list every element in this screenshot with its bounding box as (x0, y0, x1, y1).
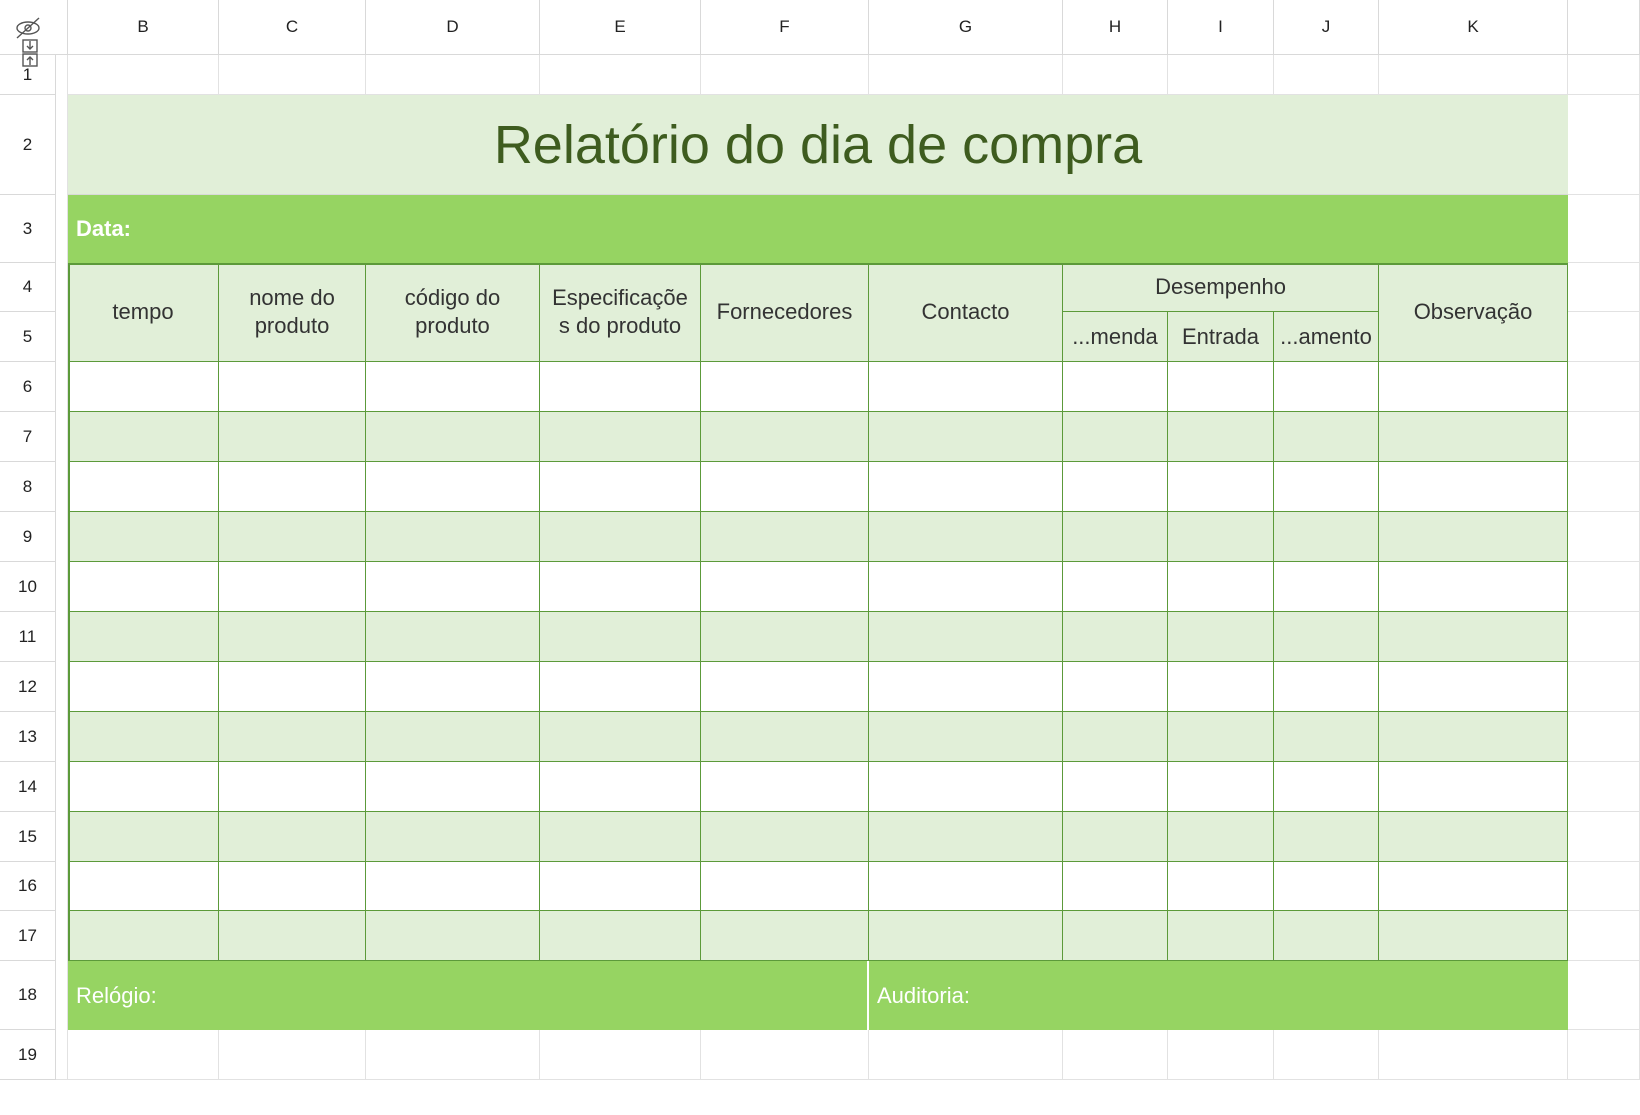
table-cell[interactable] (68, 612, 219, 662)
table-cell[interactable] (1379, 812, 1568, 862)
header-codigo-do-produto[interactable]: código do produto (366, 263, 540, 362)
cell-row19[interactable] (869, 1030, 1063, 1080)
column-header-extra[interactable] (1568, 0, 1640, 55)
table-cell[interactable] (1379, 612, 1568, 662)
cell-extra-column[interactable] (1568, 812, 1640, 862)
table-cell[interactable] (701, 562, 869, 612)
table-cell[interactable] (701, 612, 869, 662)
header-fornecedores[interactable]: Fornecedores (701, 263, 869, 362)
cell-row19[interactable] (701, 1030, 869, 1080)
table-cell[interactable] (1063, 911, 1168, 961)
cell-extra-column[interactable] (1568, 662, 1640, 712)
table-cell[interactable] (1063, 362, 1168, 412)
cell-row19[interactable] (540, 1030, 701, 1080)
table-top-border (68, 263, 1568, 265)
table-cell[interactable] (219, 662, 366, 712)
table-cell[interactable] (1168, 911, 1274, 961)
row-header-8[interactable]: 8 (0, 462, 56, 512)
table-cell[interactable] (869, 412, 1063, 462)
table-cell[interactable] (1168, 462, 1274, 512)
table-cell[interactable] (1274, 612, 1379, 662)
table-cell[interactable] (1063, 462, 1168, 512)
hide-rows-columns-icon[interactable] (14, 14, 48, 68)
table-cell[interactable] (1274, 662, 1379, 712)
cell-row19[interactable] (68, 1030, 219, 1080)
cell-extra-column[interactable] (1568, 961, 1640, 1030)
table-cell[interactable] (1274, 412, 1379, 462)
header-tempo[interactable]: tempo (68, 263, 219, 362)
table-cell[interactable] (68, 911, 219, 961)
column-header-g[interactable]: G (869, 0, 1063, 55)
cell-row19[interactable] (1063, 1030, 1168, 1080)
table-cell[interactable] (869, 712, 1063, 762)
column-header-j[interactable]: J (1274, 0, 1379, 55)
cell-extra-column[interactable] (1568, 312, 1640, 362)
row-header-19[interactable]: 19 (0, 1030, 56, 1080)
table-cell[interactable] (701, 911, 869, 961)
cell-extra-column[interactable] (1568, 612, 1640, 662)
table-cell[interactable] (366, 662, 540, 712)
header-observacao[interactable]: Observação (1379, 263, 1568, 362)
cell-extra-column[interactable] (1568, 762, 1640, 812)
table-cell[interactable] (540, 612, 701, 662)
cell-row1[interactable] (366, 55, 540, 95)
table-cell[interactable] (366, 562, 540, 612)
table-cell[interactable] (68, 362, 219, 412)
row-header-7[interactable]: 7 (0, 412, 56, 462)
report-title[interactable]: Relatório do dia de compra (68, 95, 1568, 195)
table-cell[interactable] (540, 412, 701, 462)
cell-row1[interactable] (1274, 55, 1379, 95)
row-header-15[interactable]: 15 (0, 812, 56, 862)
table-cell[interactable] (1274, 362, 1379, 412)
table-cell[interactable] (366, 812, 540, 862)
table-cell[interactable] (1063, 712, 1168, 762)
cell-extra-column[interactable] (1568, 263, 1640, 312)
column-header-k[interactable]: K (1379, 0, 1568, 55)
table-cell[interactable] (366, 911, 540, 961)
table-cell[interactable] (1379, 862, 1568, 911)
table-cell[interactable] (869, 911, 1063, 961)
table-cell[interactable] (366, 362, 540, 412)
header-nome-do-produto[interactable]: nome do produto (219, 263, 366, 362)
table-cell[interactable] (701, 512, 869, 562)
table-cell[interactable] (1379, 712, 1568, 762)
table-cell[interactable] (1274, 562, 1379, 612)
column-header-e[interactable]: E (540, 0, 701, 55)
table-cell[interactable] (1379, 512, 1568, 562)
table-cell[interactable] (540, 762, 701, 812)
table-cell[interactable] (366, 862, 540, 911)
table-cell[interactable] (1063, 662, 1168, 712)
table-cell[interactable] (1063, 812, 1168, 862)
table-cell[interactable] (1274, 812, 1379, 862)
table-cell[interactable] (869, 562, 1063, 612)
table-cell[interactable] (366, 762, 540, 812)
table-cell[interactable] (540, 512, 701, 562)
column-header-d[interactable]: D (366, 0, 540, 55)
table-cell[interactable] (540, 812, 701, 862)
table-cell[interactable] (219, 812, 366, 862)
table-cell[interactable] (68, 812, 219, 862)
header-pagamento[interactable]: ...amento (1274, 312, 1379, 362)
table-cell[interactable] (1168, 612, 1274, 662)
header-encomenda[interactable]: ...menda (1063, 312, 1168, 362)
cell-row1-extra[interactable] (1568, 55, 1640, 95)
row-header-18[interactable]: 18 (0, 961, 56, 1030)
row-header-4[interactable]: 4 (0, 263, 56, 312)
table-cell[interactable] (1168, 362, 1274, 412)
table-cell[interactable] (68, 662, 219, 712)
row-header-2[interactable]: 2 (0, 95, 56, 195)
table-cell[interactable] (869, 762, 1063, 812)
column-header-c[interactable]: C (219, 0, 366, 55)
header-desempenho[interactable]: Desempenho (1063, 263, 1379, 312)
table-cell[interactable] (68, 412, 219, 462)
column-header-h[interactable]: H (1063, 0, 1168, 55)
column-header-b[interactable]: B (68, 0, 219, 55)
table-cell[interactable] (68, 562, 219, 612)
footer-auditoria[interactable]: Auditoria: (869, 961, 1568, 1030)
cell-row1[interactable] (869, 55, 1063, 95)
table-cell[interactable] (219, 762, 366, 812)
table-cell[interactable] (540, 562, 701, 612)
table-cell[interactable] (1063, 412, 1168, 462)
table-cell[interactable] (701, 712, 869, 762)
table-cell[interactable] (701, 762, 869, 812)
cell-extra-column[interactable] (1568, 195, 1640, 263)
table-cell[interactable] (869, 662, 1063, 712)
table-cell[interactable] (701, 362, 869, 412)
cell-extra-column[interactable] (1568, 862, 1640, 911)
table-cell[interactable] (1379, 662, 1568, 712)
table-cell[interactable] (219, 512, 366, 562)
table-cell[interactable] (1168, 712, 1274, 762)
table-cell[interactable] (869, 462, 1063, 512)
table-cell[interactable] (540, 712, 701, 762)
table-cell[interactable] (701, 862, 869, 911)
table-cell[interactable] (869, 812, 1063, 862)
table-cell[interactable] (219, 412, 366, 462)
cell-row1[interactable] (701, 55, 869, 95)
table-cell[interactable] (1379, 562, 1568, 612)
cell-row1[interactable] (540, 55, 701, 95)
cell-extra-column[interactable] (1568, 712, 1640, 762)
header-especificacoes[interactable]: Especificaçõe s do produto (540, 263, 701, 362)
header-entrada[interactable]: Entrada (1168, 312, 1274, 362)
table-cell[interactable] (540, 911, 701, 961)
row-header-10[interactable]: 10 (0, 562, 56, 612)
cell-extra-column[interactable] (1568, 462, 1640, 512)
cell-row1[interactable] (1063, 55, 1168, 95)
cell-extra-column[interactable] (1568, 512, 1640, 562)
table-cell[interactable] (1063, 862, 1168, 911)
table-cell[interactable] (1168, 812, 1274, 862)
cell-row19[interactable] (366, 1030, 540, 1080)
row-header-6[interactable]: 6 (0, 362, 56, 412)
row-header-17[interactable]: 17 (0, 911, 56, 961)
cell-extra-column[interactable] (1568, 911, 1640, 961)
table-cell[interactable] (68, 762, 219, 812)
cell-row1[interactable] (219, 55, 366, 95)
table-cell[interactable] (540, 462, 701, 512)
table-cell[interactable] (1063, 762, 1168, 812)
table-cell[interactable] (1379, 911, 1568, 961)
table-cell[interactable] (68, 512, 219, 562)
table-cell[interactable] (219, 462, 366, 512)
footer-relogio[interactable]: Relógio: (68, 961, 869, 1030)
table-left-border (68, 263, 70, 961)
table-cell[interactable] (540, 662, 701, 712)
table-cell[interactable] (1168, 512, 1274, 562)
table-cell[interactable] (366, 462, 540, 512)
row-header-9[interactable]: 9 (0, 512, 56, 562)
cell-row19[interactable] (219, 1030, 366, 1080)
table-cell[interactable] (701, 412, 869, 462)
table-cell[interactable] (869, 362, 1063, 412)
table-cell[interactable] (869, 612, 1063, 662)
date-label[interactable]: Data: (68, 195, 1568, 263)
column-header-f[interactable]: F (701, 0, 869, 55)
table-cell[interactable] (1379, 462, 1568, 512)
hidden-column-a (56, 55, 68, 1080)
table-cell[interactable] (1168, 762, 1274, 812)
table-cell[interactable] (366, 412, 540, 462)
column-header-i[interactable]: I (1168, 0, 1274, 55)
table-cell[interactable] (869, 512, 1063, 562)
table-cell[interactable] (1379, 412, 1568, 462)
row-header-13[interactable]: 13 (0, 712, 56, 762)
row-header-1[interactable]: 1 (0, 55, 56, 95)
table-cell[interactable] (366, 512, 540, 562)
row-header-12[interactable]: 12 (0, 662, 56, 712)
table-cell[interactable] (219, 712, 366, 762)
table-cell[interactable] (701, 812, 869, 862)
table-cell[interactable] (219, 911, 366, 961)
cell-row19[interactable] (1168, 1030, 1274, 1080)
row-header-5[interactable]: 5 (0, 312, 56, 362)
row-header-16[interactable]: 16 (0, 862, 56, 911)
row-header-3[interactable]: 3 (0, 195, 56, 263)
cell-row1[interactable] (1379, 55, 1568, 95)
table-cell[interactable] (1274, 512, 1379, 562)
table-cell[interactable] (701, 662, 869, 712)
cell-extra-column[interactable] (1568, 362, 1640, 412)
table-cell[interactable] (366, 712, 540, 762)
table-cell[interactable] (869, 862, 1063, 911)
table-cell[interactable] (219, 612, 366, 662)
table-cell[interactable] (68, 862, 219, 911)
table-cell[interactable] (1063, 512, 1168, 562)
table-cell[interactable] (1379, 762, 1568, 812)
table-cell[interactable] (219, 562, 366, 612)
table-cell[interactable] (1063, 562, 1168, 612)
table-cell[interactable] (1274, 862, 1379, 911)
table-cell[interactable] (1168, 862, 1274, 911)
cell-row19-extra[interactable] (1568, 1030, 1640, 1080)
cell-extra-column[interactable] (1568, 95, 1640, 195)
cell-row1[interactable] (1168, 55, 1274, 95)
table-cell[interactable] (366, 612, 540, 662)
row-header-11[interactable]: 11 (0, 612, 56, 662)
table-cell[interactable] (701, 462, 869, 512)
table-cell[interactable] (540, 862, 701, 911)
cell-row19[interactable] (1274, 1030, 1379, 1080)
cell-extra-column[interactable] (1568, 412, 1640, 462)
table-cell[interactable] (68, 462, 219, 512)
header-contacto[interactable]: Contacto (869, 263, 1063, 362)
table-cell[interactable] (1168, 562, 1274, 612)
cell-row1[interactable] (68, 55, 219, 95)
table-cell[interactable] (1274, 911, 1379, 961)
table-cell[interactable] (1379, 362, 1568, 412)
table-cell[interactable] (1063, 612, 1168, 662)
table-cell[interactable] (1274, 462, 1379, 512)
table-cell[interactable] (1168, 662, 1274, 712)
table-cell[interactable] (1168, 412, 1274, 462)
table-cell[interactable] (219, 862, 366, 911)
cell-row19[interactable] (1379, 1030, 1568, 1080)
table-cell[interactable] (540, 362, 701, 412)
table-cell[interactable] (1274, 712, 1379, 762)
table-cell[interactable] (1274, 762, 1379, 812)
row-header-14[interactable]: 14 (0, 762, 56, 812)
table-cell[interactable] (219, 362, 366, 412)
cell-extra-column[interactable] (1568, 562, 1640, 612)
table-cell[interactable] (68, 712, 219, 762)
